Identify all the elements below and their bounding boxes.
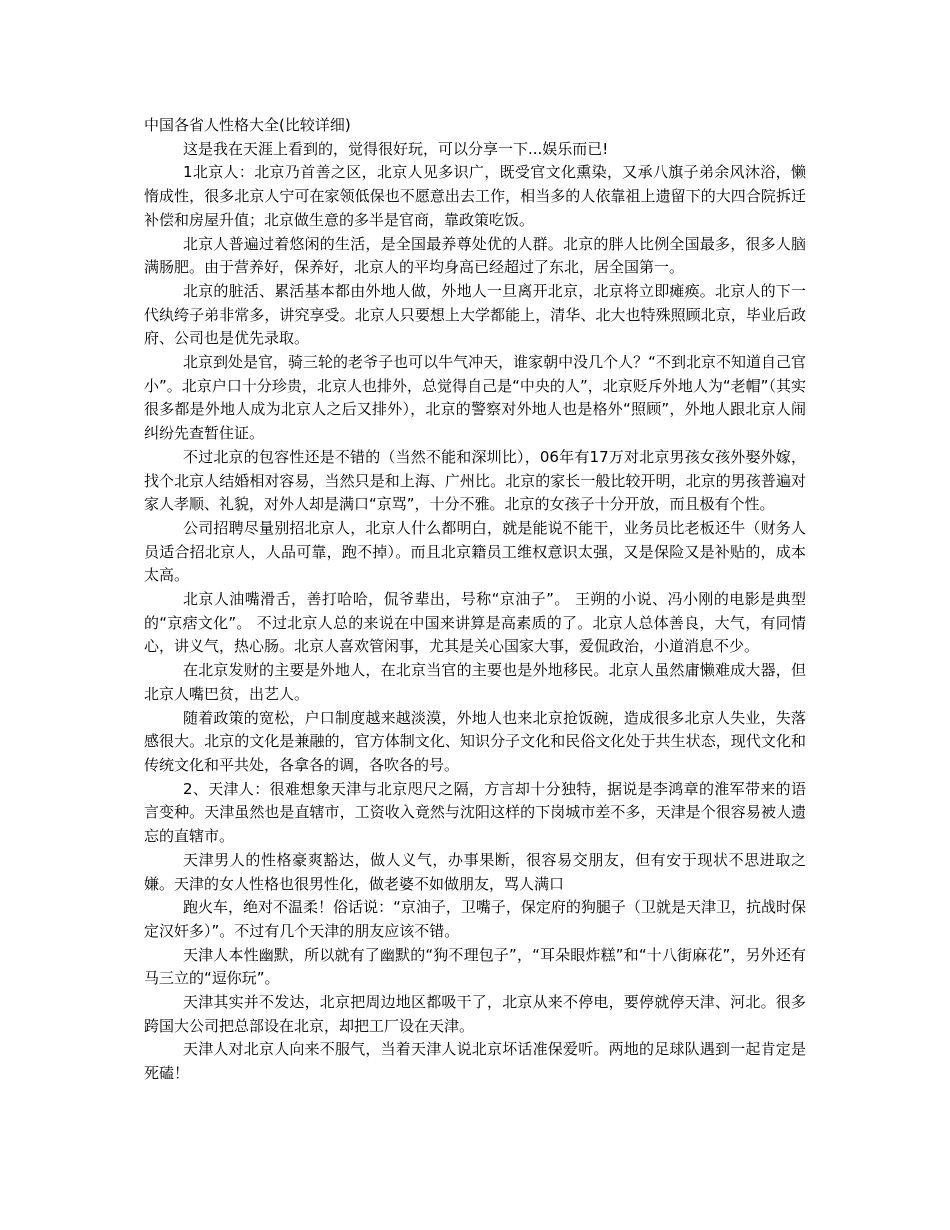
paragraph-beijing-7: 北京人油嘴滑舌，善打哈哈，侃爷辈出，号称“京油子”。 王朔的小说、冯小刚的电影是典型的“京痞文化”。 不过北京人总的来说在中国来讲算是高素质的了。北京人总体善良，大气，有同情心，讲义气，热心肠。北京人喜欢管闲事，尤其是关心国家大事，爱侃政治，小道消息不少。 [144,590,806,656]
paragraph-beijing-1: 1北京人：北京乃首善之区，北京人见多识广，既受官文化熏染，又承八旗子弟余风沐浴，懒惰成性，很多北京人宁可在家领低保也不愿意出去工作，相当多的人依靠祖上遗留下的大四合院拆迁补偿和房屋升值；北京做生意的多半是官商，靠政策吃饭。 [144,163,806,229]
paragraph-beijing-4: 北京到处是官，骑三轮的老爷子也可以牛气冲天，谁家朝中没几个人？“不到北京不知道自己官小”。北京户口十分珍贵，北京人也排外，总觉得自己是“中央的人”，北京贬斥外地人为“老帽”（其实很多都是外地人成为北京人之后又排外），北京的警察对外地人也是格外“照顾”，外地人跟北京人闹纠纷先查暂住证。 [144,353,806,443]
paragraph-beijing-2: 北京人普遍过着悠闲的生活，是全国最养尊处优的人群。北京的胖人比例全国最多，很多人脑满肠肥。由于营养好，保养好，北京人的平均身高已经超过了东北，居全国第一。 [144,234,806,277]
paragraph-tianjin-1: 2、天津人：很难想象天津与北京咫尺之隔，方言却十分独特，据说是李鸿章的淮军带来的语言变种。天津虽然也是直辖市，工资收入竟然与沈阳这样的下岗城市差不多，天津是个很容易被人遗忘的直辖市。 [144,779,806,846]
paragraph-tianjin-2: 天津男人的性格豪爽豁达，做人义气，办事果断，很容易交朋友，但有安于现状不思进取之嫌。天津的女人性格也很男性化，做老婆不如做朋友，骂人满口 [144,850,806,893]
paragraph-tianjin-3: 跑火车，绝对不温柔！俗话说：“京油子，卫嘴子，保定府的狗腿子（卫就是天津卫，抗战时保定汉奸多）”。不过有几个天津的朋友应该不错。 [144,898,806,940]
document-body [144,114,806,1086]
paragraph-tianjin-4: 天津人本性幽默，所以就有了幽默的“狗不理包子”，“耳朵眼炸糕”和“十八街麻花”，另外还有马三立的“逗你玩”。 [144,945,806,988]
paragraph-beijing-5: 不过北京的包容性还是不错的（当然不能和深圳比），06年有17万对北京男孩女孩外娶外嫁，找个北京人结婚相对容易，当然只是和上海、广州比。北京的家长一般比较开明，北京的男孩普遍对家人孝顺、礼貌，对外人却是满口“京骂”，十分不雅。北京的女孩子十分开放，而且极有个性。 [144,447,806,514]
paragraph-beijing-9: 随着政策的宽松，户口制度越来越淡漠，外地人也来北京抢饭碗，造成很多北京人失业，失落感很大。北京的文化是兼融的，官方体制文化、知识分子文化和民俗文化处于共生状态，现代文化和传统文化和平共处，各拿各的调，各吹各的号。 [144,708,806,774]
paragraph-tianjin-6: 天津人对北京人向来不服气，当着天津人说北京坏话准保爱听。两地的足球队遇到一起肯定是死磕！ [144,1040,806,1083]
paragraph-intro: 这是我在天涯上看到的，觉得很好玩，可以分享一下...娱乐而已! [183,139,609,158]
paragraph-tianjin-5: 天津其实并不发达，北京把周边地区都吸干了，北京从来不停电，要停就停天津、河北。很多跨国大公司把总部设在北京，却把工厂设在天津。 [144,993,806,1035]
paragraph-beijing-8: 在北京发财的主要是外地人，在北京当官的主要也是外地移民。北京人虽然庸懒难成大器，但北京人嘴巴贫，出艺人。 [144,661,806,703]
paragraph-beijing-3: 北京的脏活、累活基本都由外地人做，外地人一旦离开北京，北京将立即瘫痪。北京人的下一代纨绔子弟非常多，讲究享受。北京人只要想上大学都能上，清华、北大也特殊照顾北京，毕业后政府、公司也是优先录取。 [144,281,806,348]
paragraph-beijing-6: 公司招聘尽量别招北京人，北京人什么都明白，就是能说不能干，业务员比老板还牛（财务人员适合招北京人，人品可靠，跑不掉）。而且北京籍员工维权意识太强，又是保险又是补贴的，成本太高。 [144,518,806,585]
document-title: 中国各省人性格大全(比较详细) [144,116,351,134]
